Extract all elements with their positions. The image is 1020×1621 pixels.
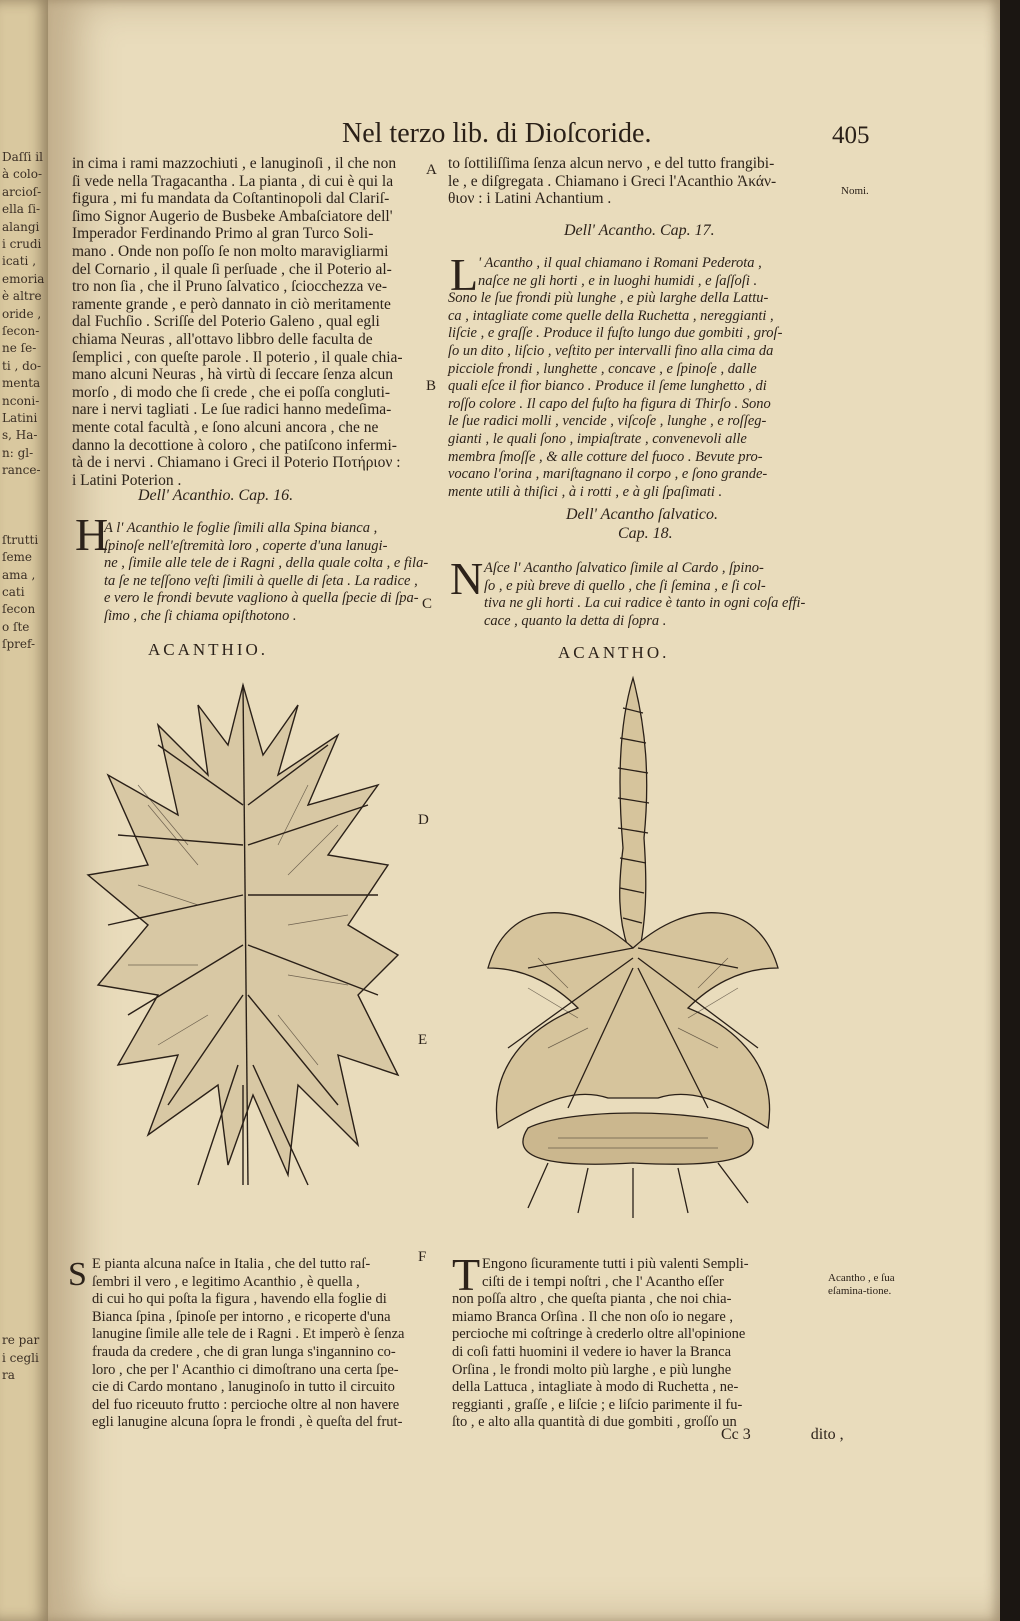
column-2-bottom-text [452,1256,842,1432]
text-line: Imperador Ferdinando Primo al gran Turco Soli- [72,225,374,243]
text-line: le ſue radici molli , vencide , viſcoſe , lunghe , e roſſeg- [448,413,767,430]
previous-page-fragment: i crudi [2,237,42,251]
text-line: A l' Acanthio le foglie ſimili alla Spina bianca , [104,520,378,536]
previous-page-fragment: oride , [2,306,42,321]
text-line: ramente grande , e però dannato in ciò meritamente [72,295,391,313]
text-line: roſſo colore . Il capo del fuſto ha figura di Thirſo . Sono [448,395,771,412]
chapter-17-text [448,255,838,501]
text-line: in cima i rami mazzochiuti , e lanuginoſi , il che non [72,155,397,172]
previous-page-fragment: ſpref- [2,637,36,652]
caption-acanthio: ACANTHIO. [148,640,269,659]
margin-note-nomi: Nomi. [841,185,869,197]
text-line: percioche mi coſtringe à crederlo oltre all'opinione [452,1326,746,1343]
chapter-17-title: Dell' Acantho. Cap. 17. [564,222,715,239]
previous-page-fragment: ti , do- [2,358,42,373]
text-line: mente utili à thiſici , à i rotti , e à gli ſpaſimati . [448,483,723,500]
previous-page-fragment: Latini [2,411,38,425]
text-line: naſce ne gli horti , e in luoghi humidi , e ſaſſoſi . [478,272,758,289]
text-line: dal Fuchſio . Scriſſe del Poterio Galeno , qual egli [72,313,380,331]
text-line: ne , ſimile alle tele de i Ragni , della quale colta , e fila- [104,555,429,572]
text-line: della Lattuca , intagliate à modo di Ruchetta , ne- [452,1379,739,1396]
margin-letter-d: D [418,812,429,828]
text-line: picciole frondi , lunghette , concave , e ſpinoſe , dalle [448,360,757,377]
previous-page-fragment: ama , [2,567,36,582]
running-head: Nel terzo lib. di Dioſcoride. [342,118,652,149]
text-line: ſimo , che ſi chiama opiſthotono . [104,607,297,624]
text-line: le , e diſgregata . Chiamano i Greci l'Acanthio Ἀκάν- [448,172,777,190]
catchword: dito , [810,1426,844,1443]
previous-page-fragment: i cegli [2,1350,39,1365]
signature-mark: Cc 3 [721,1426,751,1443]
text-line: θιον : i Latini Achantium . [448,190,612,208]
page-number: 405 [832,122,870,149]
text-line: quali eſce il fior bianco . Produce il ſeme lunghetto , di [448,378,767,395]
text-line: ſpinoſe nell'eſtremità loro , coperte d'una lanugi- [104,537,388,554]
text-line: lanugine ſimile alle tele de i Ragni . Et imperò è ſenza [92,1326,405,1343]
chapter-18-text [484,560,834,630]
text-line: chiama Neuras , all'ottavo libbro delle faculta de [72,330,373,348]
acanthio-woodcut [78,665,408,1195]
text-line: Bianca ſpina , ſpinoſe per intorno , e ricoperte d'una [92,1308,391,1325]
text-line: e vero le frondi bevute vagliono à quella ſpecie di ſpa- [104,590,419,607]
previous-page-fragment: emoria [2,271,45,286]
text-line: tiva ne gli horti . La cui radice è tanto in ogni coſa effi- [484,595,806,612]
text-line: egli lanugine alcuna ſopra le frondi , è queſta del frut- [92,1414,403,1431]
previous-page-fragment: ſtrutti [2,532,39,547]
dropcap-h: H [75,509,109,560]
previous-page-fragment: ſecon [2,602,36,617]
text-line: del Cornario , il quale ſi perſuade , che il Poterio al- [72,260,392,278]
previous-page-fragment: alangi [2,219,40,234]
previous-page-fragment: s, Ha- [2,428,38,443]
dropcap-s: S [68,1256,87,1293]
chapter-18-title: Dell' Acantho ſalvatico. [566,506,718,523]
previous-page-fragment: ra [2,1368,15,1382]
text-line: tro non ſia , che il Pruno ſalvatico , ſciocchezza ve- [72,278,388,296]
text-line: ſi vede nella Tragacantha . La pianta , di cui è qui la [72,172,394,190]
dropcap-n: N [450,553,484,604]
text-line: cie di Cardo montano , lanuginoſo in tutto il circuito [92,1379,395,1396]
margin-letter-b: B [426,378,437,394]
text-line: reggianti , graſſe , e liſcie ; e liſcio parimente il fu- [452,1396,743,1413]
previous-page-fragment: n: gl- [2,445,34,460]
text-line: Sono le ſue frondi più lunghe , e più larghe della Lattu- [448,290,769,307]
text-line: ciſti de i tempi noſtri , che l' Acantho eſſer [482,1273,724,1290]
previous-page-fragment: arcioſ- [2,184,42,199]
text-line: ſembri il vero , e legitimo Acanthio , è quella , [92,1273,360,1290]
text-line: ſo , e più breve di quello , che ſi ſemina , e ſi col- [484,577,766,594]
text-line: del fuo riceuuto frutto : percioche oltre al non havere [92,1396,400,1413]
text-line: cace , quanto la detta di ſopra . [484,612,667,629]
text-line: vocano l'orina , mariſtagnano il corpo , e ſono grande- [448,466,768,483]
text-line: E pianta alcuna naſce in Italia , che del tutto raſ- [92,1256,371,1272]
text-line: nare i nervi tagliati . Le ſue radici hanno medeſima- [72,401,392,419]
previous-page-fragment: ſeme [2,550,33,565]
previous-page-fragment: Daſſi il [2,150,43,164]
text-line: figura , mi fu mandata da Coſtantinopoli dal Clariſ- [72,190,390,208]
dropcap-t: T [452,1249,481,1300]
previous-page-fragment: o ſte [2,619,30,634]
previous-page-fragment: ne ſe- [2,341,37,356]
text-line: miamo Branca Orſina . Il che non oſo io negare , [452,1308,734,1325]
text-line: frauda da credere , che di gran lunga s'ingannino co- [92,1343,396,1360]
margin-note-acantho: Acantho , e ſua eſamina-tione. [828,1272,895,1297]
column-1-bottom-text [92,1256,432,1432]
text-line: morſo , di modo che ſi crede , che ei poſſa congluti- [72,383,391,401]
previous-page-fragment: rance- [2,463,41,478]
previous-page-edge [0,0,52,1621]
text-line: membra ſmoſſe , & alle cotture del fuoco . Bevute pro- [448,448,763,465]
text-line: danno la decottione à coloro , che patiſcono infermi- [72,436,397,454]
text-line: gianti , le quali ſono , impiaſtrate , convenevoli alle [448,430,747,447]
dropcap-l: L [450,249,479,300]
caption-acantho: ACANTHO. [558,643,670,662]
text-line: ſto , e alto alla quantità di due gombiti , groſſo un [452,1414,737,1431]
column-1-text [72,155,432,489]
text-line: Engono ſicuramente tutti i più valenti Sempli- [482,1256,749,1272]
chapter-16-title: Dell' Acanthio. Cap. 16. [138,487,294,504]
previous-page-fragment: nconi- [2,393,40,408]
previous-page-fragment: è altre [2,289,42,304]
text-line: di coſi fatti huomini il vedere io haver la Branca [452,1343,732,1360]
text-line: ſo un dito , liſcio , veſtito per intervalli fino alla cima da [448,342,774,359]
column-2-text-top [448,155,838,208]
margin-letter-c: C [422,596,433,612]
text-line: di cui ho qui poſta la figura , havendo ella foglie di [92,1291,387,1308]
margin-letter-e: E [418,1032,428,1048]
book-page [48,0,1000,1621]
previous-page-fragment: re par [2,1333,40,1348]
acantho-woodcut [468,668,798,1228]
text-line: mente cotal facultà , e ſono alcuni ancora , che ne [72,418,379,436]
margin-letter-f: F [418,1249,427,1265]
text-line: ſemplici , con queſte parole . Il poterio , il quale chia- [72,348,403,366]
text-line: ta ſe ne teſſono veſti ſimili à quelle di ſeta . La radice , [104,572,418,589]
text-line: tà de i nervi . Chiamano i Greci il Poterio Ποτήριον : [72,454,401,472]
previous-page-fragment: cati [2,585,25,599]
chapter-16-text [104,520,444,626]
footer-signature [721,1426,844,1444]
text-line: loro , che per l' Acanthio ci dimoſtrano una certa ſpe- [92,1361,399,1378]
text-line: Aſce l' Acantho ſalvatico ſimile al Cardo , ſpino- [484,560,764,576]
text-line: i Latini Poterion . [72,471,182,489]
text-line: non poſſa altro , che queſta pianta , che noi chia- [452,1291,732,1308]
text-line: to ſottiliſſima ſenza alcun nervo , e del tutto frangibi- [448,155,775,172]
previous-page-fragment: à colo- [2,167,43,182]
previous-page-fragment: menta [2,376,41,391]
previous-page-fragment: ella ſi- [2,202,41,217]
text-line: ca , intagliate come quelle della Ruchetta , nereggianti , [448,307,774,324]
chapter-18-subtitle: Cap. 18. [618,525,673,542]
text-line: ſimo Signor Augerio de Busbeke Ambaſciatore dell' [72,207,393,225]
margin-letter-a: A [426,162,437,178]
previous-page-fragment: icati , [2,254,37,269]
text-line: Orſina , le frondi molto più larghe , e più lunghe [452,1361,732,1378]
text-line: liſcie , e graſſe . Produce il fuſto lungo due gombiti , groſ- [448,325,783,342]
text-line: mano . Onde non poſſo ſe non molto maravigliarmi [72,242,389,260]
text-line: ' Acantho , il qual chiamano i Romani Pederota , [478,255,762,271]
text-line: mano alcuni Neuras , hà virtù di ſeccare ſenza alcun [72,366,394,384]
previous-page-fragment: ſecon- [2,324,40,338]
